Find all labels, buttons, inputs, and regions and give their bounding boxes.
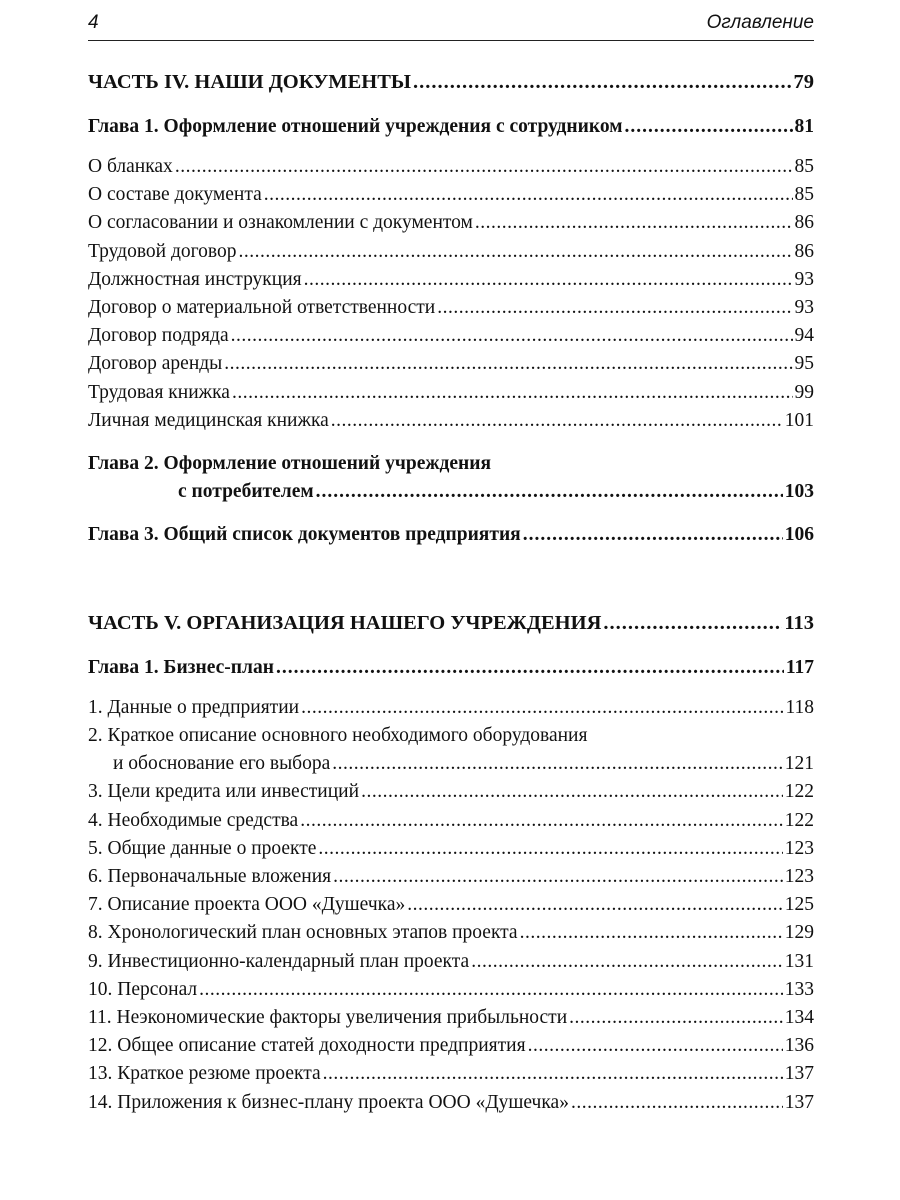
toc-entry[interactable] — [88, 410, 814, 438]
page-ref: 86 — [794, 212, 814, 234]
toc-entry[interactable] — [88, 697, 814, 725]
entry-label: 4. Необходимые средства — [88, 809, 299, 831]
toc-entry[interactable] — [88, 184, 814, 212]
toc-entry[interactable] — [88, 866, 814, 894]
page-ref: 117 — [785, 656, 814, 678]
dot-leader — [239, 241, 793, 263]
toc-entry[interactable] — [88, 212, 814, 240]
page-ref: 137 — [784, 1063, 814, 1085]
dot-leader — [331, 410, 783, 432]
entry-label: 3. Цели кредита или инвестиций — [88, 781, 360, 803]
toc-entry[interactable] — [88, 781, 814, 809]
dot-leader — [304, 269, 793, 291]
dot-leader — [437, 297, 792, 319]
toc-part-v[interactable] — [88, 612, 814, 640]
entry-label: 1. Данные о предприятии — [88, 696, 300, 718]
part-title: ЧАСТЬ V. ОРГАНИЗАЦИЯ НАШЕГО УЧРЕЖДЕНИЯ — [88, 611, 602, 634]
dot-leader — [413, 71, 791, 94]
toc-entry[interactable] — [88, 1063, 814, 1091]
page-ref: 85 — [794, 156, 814, 177]
page-ref: 106 — [784, 523, 814, 545]
entry-label: 5. Общие данные о проекте — [88, 837, 317, 859]
page-ref: 129 — [784, 922, 814, 944]
dot-leader — [361, 781, 783, 803]
toc-entry[interactable] — [88, 951, 814, 979]
dot-leader — [523, 524, 783, 546]
page-ref: 81 — [794, 116, 814, 137]
dot-leader — [333, 866, 783, 888]
entry-label: Должностная инструкция — [88, 268, 302, 290]
toc-entry[interactable] — [88, 353, 814, 381]
toc-chapter[interactable] — [88, 657, 814, 685]
toc-entry[interactable] — [88, 753, 814, 781]
page-ref: 79 — [793, 71, 814, 93]
entry-label: 12. Общее описание статей доходности предприятия — [88, 1035, 526, 1057]
dot-leader — [520, 922, 783, 944]
toc-entry[interactable] — [88, 894, 814, 922]
page-header — [88, 0, 814, 41]
dot-leader — [224, 353, 792, 375]
page-ref: 93 — [794, 296, 814, 318]
toc-entry[interactable] — [88, 269, 814, 297]
running-title: Оглавление — [706, 12, 814, 33]
toc-entry[interactable] — [88, 156, 814, 184]
page-ref: 94 — [794, 325, 814, 347]
page-ref: 93 — [794, 268, 814, 290]
toc-chapter[interactable] — [88, 481, 814, 509]
toc-entry[interactable] — [88, 297, 814, 325]
dot-leader — [475, 212, 793, 234]
toc-chapter[interactable] — [88, 116, 814, 144]
dot-leader — [407, 894, 783, 916]
page-ref: 95 — [794, 353, 814, 375]
page-ref: 123 — [784, 866, 814, 887]
toc-entry[interactable] — [88, 241, 814, 269]
entry-label: О согласовании и ознакомлении с документом — [88, 212, 473, 234]
entry-label: 10. Персонал — [88, 978, 198, 1000]
toc-entry[interactable] — [88, 1092, 814, 1120]
toc-entry[interactable] — [88, 382, 814, 410]
entry-label: 14. Приложения к бизнес-плану проекта ООО «Душечка» — [88, 1091, 569, 1113]
entry-label: Договор о материальной ответственности — [88, 296, 436, 318]
toc-chapter-line1[interactable]: Глава 2. Оформление отношений учреждения — [88, 452, 492, 474]
page-ref: 101 — [784, 409, 814, 431]
page-ref: 125 — [784, 894, 814, 916]
page-ref: 118 — [785, 696, 814, 718]
dot-leader — [264, 184, 793, 206]
dot-leader — [318, 838, 782, 860]
entry-label: 6. Первоначальные вложения — [88, 866, 332, 887]
entry-label: 13. Краткое резюме проекта — [88, 1063, 321, 1085]
toc-entry[interactable] — [88, 1007, 814, 1035]
dot-leader — [569, 1007, 783, 1029]
toc-entry[interactable] — [88, 838, 814, 866]
page-ref: 122 — [784, 781, 814, 803]
part-title: ЧАСТЬ IV. НАШИ ДОКУМЕНТЫ — [88, 71, 412, 93]
toc-chapter[interactable] — [88, 524, 814, 552]
toc-entry[interactable] — [88, 810, 814, 838]
dot-leader — [625, 116, 793, 138]
entry-label: 7. Описание проекта ООО «Душечка» — [88, 894, 406, 916]
page-ref: 121 — [784, 753, 814, 775]
dot-leader — [323, 1063, 783, 1085]
page-ref: 134 — [784, 1006, 814, 1028]
dot-leader — [316, 481, 783, 503]
entry-label: 11. Неэкономические факторы увеличения прибыльности — [88, 1006, 568, 1028]
dot-leader — [232, 382, 793, 404]
chapter-title: Глава 3. Общий список документов предприятия — [88, 523, 521, 545]
dot-leader — [300, 810, 783, 832]
page-number: 4 — [88, 12, 99, 33]
page-ref: 99 — [794, 381, 814, 403]
page-ref: 137 — [784, 1091, 814, 1113]
dot-leader — [571, 1092, 783, 1114]
toc-entry-line1[interactable]: 2. Краткое описание основного необходимого оборудования — [88, 725, 588, 747]
dot-leader — [231, 325, 793, 347]
entry-label: О составе документа — [88, 184, 262, 206]
entry-label: Трудовой договор — [88, 240, 237, 262]
toc-part-iv[interactable] — [88, 71, 814, 99]
dot-leader — [276, 657, 784, 679]
entry-label: 9. Инвестиционно-календарный план проекта — [88, 950, 470, 972]
entry-label: О бланках — [88, 156, 173, 177]
toc-entry[interactable] — [88, 1035, 814, 1063]
entry-label: Договор подряда — [88, 325, 229, 347]
toc-entry[interactable] — [88, 979, 814, 1007]
chapter-title: с потребителем — [178, 480, 314, 502]
page-ref: 136 — [784, 1035, 814, 1057]
entry-label: 8. Хронологический план основных этапов проекта — [88, 922, 518, 944]
chapter-title: Глава 1. Бизнес-план — [88, 656, 274, 678]
page-ref: 122 — [784, 809, 814, 831]
page-ref: 113 — [784, 611, 814, 634]
toc-entry[interactable] — [88, 922, 814, 950]
page-ref: 103 — [784, 480, 814, 502]
toc-entry[interactable] — [88, 325, 814, 353]
dot-leader — [199, 979, 783, 1001]
entry-label: Трудовая книжка — [88, 381, 230, 403]
entry-label: Договор аренды — [88, 353, 223, 375]
dot-leader — [603, 612, 782, 635]
dot-leader — [332, 753, 783, 775]
dot-leader — [528, 1035, 783, 1057]
page-ref: 85 — [794, 184, 814, 206]
dot-leader — [301, 697, 783, 719]
dot-leader — [175, 156, 793, 178]
entry-label: Личная медицинская книжка — [88, 409, 329, 431]
entry-label: и обоснование его выбора — [113, 753, 331, 775]
page-ref: 131 — [784, 950, 814, 972]
page-ref: 86 — [794, 240, 814, 262]
page-ref: 123 — [784, 837, 814, 859]
dot-leader — [471, 951, 783, 973]
page-ref: 133 — [784, 978, 814, 1000]
toc-page — [88, 0, 814, 1120]
chapter-title: Глава 1. Оформление отношений учреждения с сотрудником — [88, 116, 623, 137]
